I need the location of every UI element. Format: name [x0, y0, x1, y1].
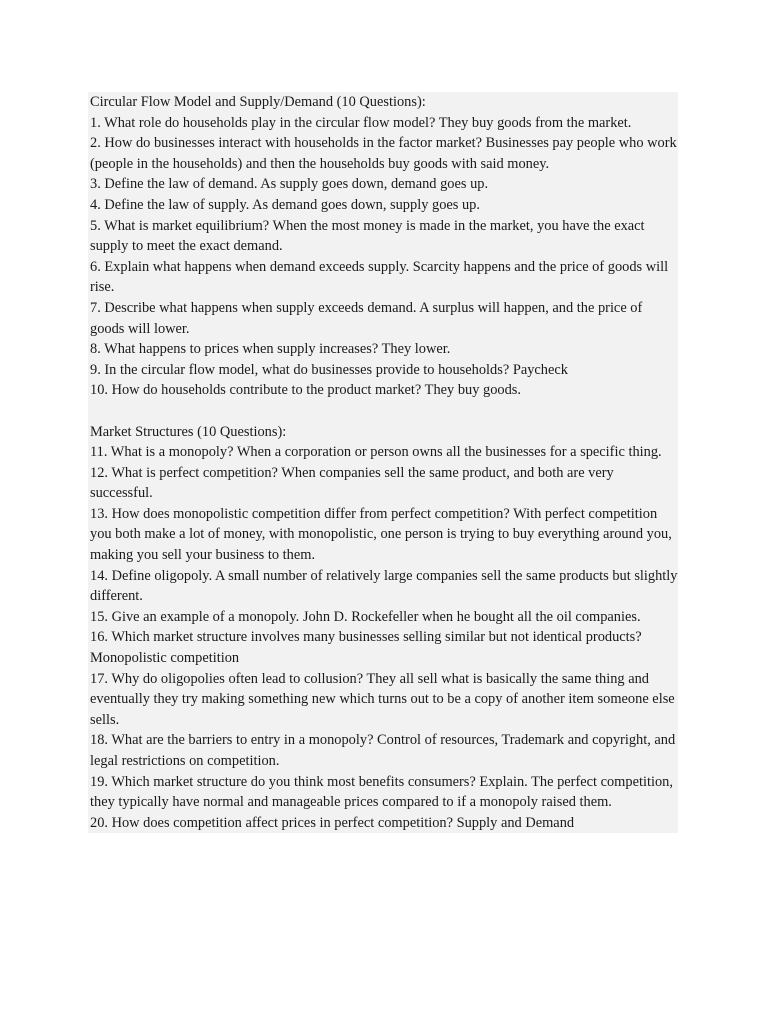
question-1: 1. What role do households play in the circular flow model? They buy goods from the market.: [90, 114, 632, 131]
question-14: 14. Define oligopoly. A small number of relatively large companies sell the same products but slightly different.: [90, 567, 678, 605]
question-2: 2. How do businesses interact with households in the factor market? Businesses pay people who work (people in the households) and then the households buy goods with said money.: [90, 135, 677, 172]
question-4: 4. Define the law of supply. As demand goes down, supply goes up.: [90, 196, 480, 213]
document-text-block: [88, 92, 678, 833]
question-15: 15. Give an example of a monopoly. John D. Rockefeller when he bought all the oil companies.: [90, 608, 641, 625]
question-3: 3. Define the law of demand. As supply goes down, demand goes up.: [90, 176, 489, 193]
question-11: 11. What is a monopoly? When a corporation or person owns all the businesses for a specific thing.: [90, 444, 662, 461]
question-16: 16. Which market structure involves many businesses selling similar but not identical products? Monopolistic competition: [90, 629, 642, 667]
section-spacer: [90, 401, 678, 422]
question-18: 18. What are the barriers to entry in a monopoly? Control of resources, Trademark and copyright, and legal restrictions on competition.: [90, 732, 676, 769]
question-12: 12. What is perfect competition? When companies sell the same product, and both are very successful.: [90, 464, 614, 502]
question-19: 19. Which market structure do you think most benefits consumers? Explain. The perfect competition, they typically have normal and manageable prices compared to if a monopoly raised them.: [90, 773, 673, 811]
question-20: 20. How does competition affect prices in perfect competition? Supply and Demand: [90, 814, 575, 831]
question-6: 6. Explain what happens when demand exceeds supply. Scarcity happens and the price of goods will rise.: [90, 258, 669, 296]
question-7: 7. Describe what happens when supply exceeds demand. A surplus will happen, and the price of goods will lower.: [90, 299, 643, 337]
section-heading-circular-flow: Circular Flow Model and Supply/Demand (10 Questions):: [90, 94, 426, 110]
question-17: 17. Why do oligopolies often lead to collusion? They all sell what is basically the same thing and eventually they try making something new which turns out to be a copy of another item someone else sells.: [90, 670, 675, 728]
question-5: 5. What is market equilibrium? When the most money is made in the market, you have the exact supply to meet the exact demand.: [90, 217, 645, 255]
section-heading-market-structures: Market Structures (10 Questions):: [90, 423, 287, 440]
question-10: 10. How do households contribute to the product market? They buy goods.: [90, 382, 521, 399]
question-13: 13. How does monopolistic competition differ from perfect competition? With perfect competition you both make a lot of money, with monopolistic, one person is trying to buy everything around you, making you sell your business to them.: [90, 505, 672, 564]
question-9: 9. In the circular flow model, what do businesses provide to households? Paycheck: [90, 361, 568, 378]
question-8: 8. What happens to prices when supply increases? They lower.: [90, 341, 451, 358]
